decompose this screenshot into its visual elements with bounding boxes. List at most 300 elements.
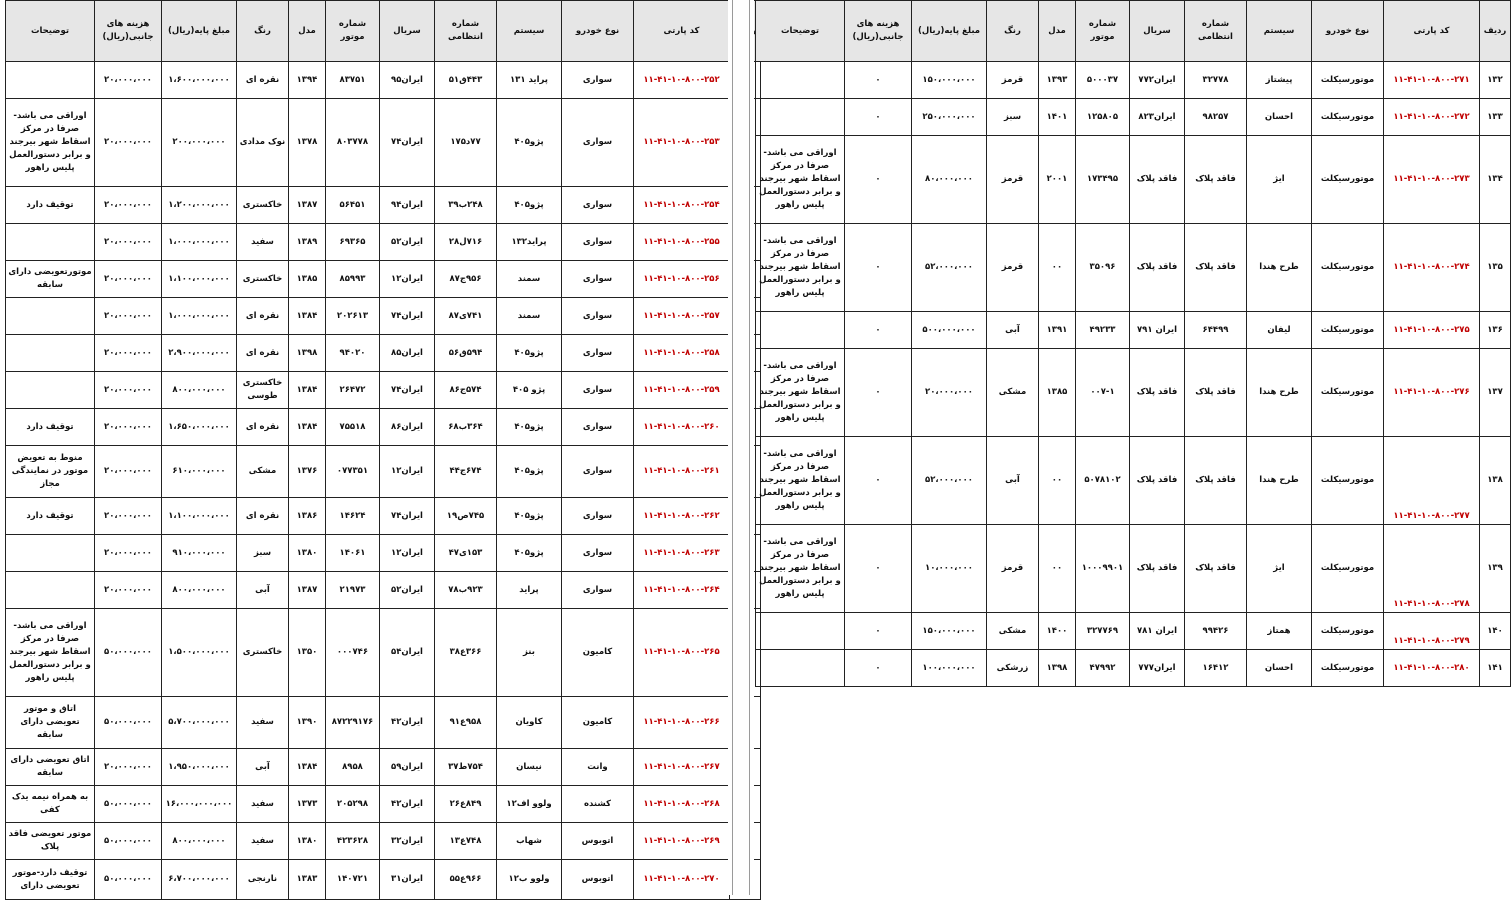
cell-model-year: ۱۳۸۹ [289,224,326,261]
cell-part-code: ۱۱-۴۱-۱۰-۸۰۰-۲۷۰ [634,860,730,900]
cell-part-code: ۱۱-۴۱-۱۰-۸۰۰-۲۵۲ [634,62,730,99]
cell-side-costs: ۵۰،۰۰۰،۰۰۰ [95,609,162,697]
cell-serial: ایران ۷۹۱ [1130,312,1185,349]
cell-notes [756,650,845,687]
cell-serial: ایران۷۴ [380,99,435,187]
table-row [756,312,1511,349]
cell-plate-number: ۱۶۴۱۲ [1185,650,1247,687]
cell-base-price: ۶،۷۰۰،۰۰۰،۰۰۰ [162,860,237,900]
cell-serial: ایران۷۴ [380,372,435,409]
cell-vehicle-type: موتورسیکلت [1312,525,1384,613]
table-row [756,613,1511,650]
table-row [6,62,761,99]
cell-plate-number: فاقد پلاک [1185,136,1247,224]
cell-plate-number: ۶۷۴ج۴۴ [435,446,497,498]
cell-model-year: ۱۳۸۴ [289,409,326,446]
cell-plate-number: ۹۶۶ع۵۵ [435,860,497,900]
cell-vehicle-type: موتورسیکلت [1312,136,1384,224]
cell-base-price: ۲،۹۰۰،۰۰۰،۰۰۰ [162,335,237,372]
cell-notes [756,312,845,349]
cell-part-code: ۱۱-۴۱-۱۰-۸۰۰-۲۵۳ [634,99,730,187]
cell-engine-number: ۲۶۴۷۲ [326,372,380,409]
table-row [6,335,761,372]
cell-engine-number: ۰۰۰۷۴۶ [326,609,380,697]
cell-notes: توقیف دارد [6,187,95,224]
cell-color: آبی [987,437,1039,525]
cell-plate-number: ۳۲۷۷۸ [1185,62,1247,99]
left-table-body [6,62,761,900]
cell-serial: ایران۹۵ [380,62,435,99]
cell-model-year: ۱۳۸۴ [289,298,326,335]
cell-plate-number: ۱۵۳ی۴۷ [435,535,497,572]
cell-vehicle-system: سمند [497,261,562,298]
cell-base-price: ۱،۱۰۰،۰۰۰،۰۰۰ [162,261,237,298]
table-row [756,525,1511,613]
cell-row-number: ۱۴۰ [1480,613,1511,650]
table-row [6,535,761,572]
cell-color: مشکی [237,446,289,498]
cell-notes: منوط به تعویض موتور در نمایندگی مجاز [6,446,95,498]
cell-side-costs: ۲۰،۰۰۰،۰۰۰ [95,335,162,372]
cell-model-year: ۱۳۹۰ [289,697,326,749]
cell-base-price: ۱،۰۰۰،۰۰۰،۰۰۰ [162,298,237,335]
cell-vehicle-system: پژو۴۰۵ [497,446,562,498]
cell-vehicle-system: شهاب [497,823,562,860]
cell-part-code: ۱۱-۴۱-۱۰-۸۰۰-۲۷۸ [1384,525,1480,613]
column-header-base-price: مبلغ پایه(ریال) [162,1,237,62]
cell-part-code: ۱۱-۴۱-۱۰-۸۰۰-۲۵۵ [634,224,730,261]
cell-vehicle-system: ایژ [1247,136,1312,224]
cell-side-costs: ۲۰،۰۰۰،۰۰۰ [95,298,162,335]
cell-engine-number: ۱۰۰۰۹۹۰۱ [1076,525,1130,613]
cell-vehicle-type: سواری [562,99,634,187]
cell-base-price: ۱،۶۰۰،۰۰۰،۰۰۰ [162,62,237,99]
cell-vehicle-type: سواری [562,535,634,572]
cell-vehicle-system: ولوو اف۱۲ [497,786,562,823]
table-row [6,697,761,749]
cell-vehicle-system: طرح هندا [1247,224,1312,312]
cell-engine-number: ۷۵۵۱۸ [326,409,380,446]
cell-plate-number: ۴۴۳ق۵۱ [435,62,497,99]
cell-base-price: ۹۱۰،۰۰۰،۰۰۰ [162,535,237,572]
table-row [756,224,1511,312]
cell-base-price: ۸۰،۰۰۰،۰۰۰ [912,136,987,224]
cell-model-year: ۱۳۹۳ [1039,62,1076,99]
table-row [6,749,761,786]
cell-plate-number: فاقد پلاک [1185,525,1247,613]
cell-base-price: ۵۲،۰۰۰،۰۰۰ [912,224,987,312]
cell-engine-number: ۲۱۹۷۳ [326,572,380,609]
cell-row-number: ۱۳۵ [1480,224,1511,312]
cell-notes: موتور تعویضی فاقد پلاک [6,823,95,860]
cell-engine-number: ۸۳۷۵۱ [326,62,380,99]
cell-model-year: ۱۳۹۴ [289,62,326,99]
cell-side-costs: ۰ [845,349,912,437]
column-header-model-year: مدل [1039,1,1076,62]
cell-side-costs: ۰ [845,224,912,312]
cell-vehicle-system: بنز [497,609,562,697]
cell-engine-number: ۵۰۰۰۳۷ [1076,62,1130,99]
cell-model-year: ۰۰ [1039,437,1076,525]
cell-side-costs: ۲۰،۰۰۰،۰۰۰ [95,224,162,261]
cell-engine-number: ۱۷۳۴۹۵ [1076,136,1130,224]
cell-serial: ایران۸۲۳ [1130,99,1185,136]
cell-notes [6,372,95,409]
cell-vehicle-system: ولوو ب۱۲ [497,860,562,900]
cell-color: سفید [237,786,289,823]
cell-plate-number: ۸۴۹ع۲۶ [435,786,497,823]
cell-model-year: ۱۳۸۶ [289,498,326,535]
cell-color: خاکستری [237,261,289,298]
cell-side-costs: ۲۰،۰۰۰،۰۰۰ [95,372,162,409]
cell-vehicle-type: سواری [562,335,634,372]
cell-notes: توقیف دارد [6,409,95,446]
column-header-vehicle-system: سیستم [497,1,562,62]
cell-engine-number: ۴۲۳۶۲۸ [326,823,380,860]
cell-color: نقره ای [237,409,289,446]
cell-vehicle-type: موتورسیکلت [1312,650,1384,687]
cell-model-year: ۱۳۹۸ [289,335,326,372]
column-header-side-costs: هزینه های جانبی(ریال) [95,1,162,62]
cell-side-costs: ۵۰،۰۰۰،۰۰۰ [95,786,162,823]
cell-serial: ایران ۷۸۱ [1130,613,1185,650]
cell-notes [756,99,845,136]
cell-vehicle-type: وانت [562,749,634,786]
column-header-notes: توضیحات [756,1,845,62]
cell-model-year: ۱۳۸۷ [289,572,326,609]
cell-part-code: ۱۱-۴۱-۱۰-۸۰۰-۲۵۴ [634,187,730,224]
cell-vehicle-type: موتورسیکلت [1312,349,1384,437]
cell-color: مشکی [987,349,1039,437]
cell-plate-number: ۲۴۸ب۳۹ [435,187,497,224]
column-header-part-code: کد پارتی [634,1,730,62]
cell-notes: اتاق تعویضی دارای سابقه [6,749,95,786]
cell-engine-number: ۱۴۶۲۴ [326,498,380,535]
cell-vehicle-system: احسان [1247,99,1312,136]
table-row [6,446,761,498]
cell-vehicle-type: اتوبوس [562,823,634,860]
cell-part-code: ۱۱-۴۱-۱۰-۸۰۰-۲۵۶ [634,261,730,298]
cell-notes: اوراقی می باشد- صرفا در مرکز اسقاط شهر بیرجند و برابر دستورالعمل پلیس راهور [6,609,95,697]
cell-color: سفید [237,823,289,860]
cell-vehicle-type: سواری [562,409,634,446]
column-header-part-code: کد پارتی [1384,1,1480,62]
cell-notes: اوراقی می باشد- صرفا در مرکز اسقاط شهر بیرجند و برابر دستورالعمل پلیس راهور [756,349,845,437]
cell-side-costs: ۲۰،۰۰۰،۰۰۰ [95,498,162,535]
table-row [6,372,761,409]
cell-serial: ایران۵۲ [380,572,435,609]
cell-row-number: ۱۴۱ [1480,650,1511,687]
cell-vehicle-system: پژو۴۰۵ [497,498,562,535]
cell-plate-number: ۹۲۳ب۷۸ [435,572,497,609]
cell-base-price: ۱۰۰،۰۰۰،۰۰۰ [912,650,987,687]
cell-vehicle-system: کاویان [497,697,562,749]
cell-notes: اوراقی می باشد- صرفا در مرکز اسقاط شهر بیرجند و برابر دستورالعمل پلیس راهور [756,525,845,613]
cell-engine-number: ۸۹۵۸ [326,749,380,786]
cell-plate-number: فاقد پلاک [1185,224,1247,312]
column-header-plate-number: شماره انتظامی [435,1,497,62]
table-row [756,136,1511,224]
cell-notes [6,572,95,609]
cell-serial: ایران۷۴ [380,498,435,535]
cell-model-year: ۱۳۸۰ [289,535,326,572]
cell-model-year: ۱۳۸۷ [289,187,326,224]
cell-side-costs: ۲۰،۰۰۰،۰۰۰ [95,62,162,99]
cell-engine-number: ۸۵۹۹۳ [326,261,380,298]
cell-plate-number: ۳۶۶ع۳۸ [435,609,497,697]
cell-part-code: ۱۱-۴۱-۱۰-۸۰۰-۲۷۳ [1384,136,1480,224]
cell-base-price: ۲۰،۰۰۰،۰۰۰ [912,349,987,437]
cell-side-costs: ۲۰،۰۰۰،۰۰۰ [95,409,162,446]
cell-part-code: ۱۱-۴۱-۱۰-۸۰۰-۲۵۹ [634,372,730,409]
cell-model-year: ۱۳۸۵ [1039,349,1076,437]
cell-color: سبز [987,99,1039,136]
cell-part-code: ۱۱-۴۱-۱۰-۸۰۰-۲۶۸ [634,786,730,823]
cell-engine-number: ۲۰۵۲۹۸ [326,786,380,823]
cell-model-year: ۱۴۰۱ [1039,99,1076,136]
column-header-base-price: مبلغ پایه(ریال) [912,1,987,62]
cell-color: نارنجی [237,860,289,900]
cell-base-price: ۲۵۰،۰۰۰،۰۰۰ [912,99,987,136]
table-row [6,609,761,697]
cell-color: نقره ای [237,62,289,99]
cell-part-code: ۱۱-۴۱-۱۰-۸۰۰-۲۷۲ [1384,99,1480,136]
cell-color: قرمز [987,62,1039,99]
cell-base-price: ۵۲،۰۰۰،۰۰۰ [912,437,987,525]
cell-base-price: ۱،۶۵۰،۰۰۰،۰۰۰ [162,409,237,446]
cell-part-code: ۱۱-۴۱-۱۰-۸۰۰-۲۶۳ [634,535,730,572]
cell-plate-number: فاقد پلاک [1185,349,1247,437]
cell-plate-number: ۳۶۴ب۶۸ [435,409,497,446]
cell-plate-number: ۷۵۴ط۳۷ [435,749,497,786]
cell-serial: ایران۵۲ [380,224,435,261]
cell-vehicle-system: سمند [497,298,562,335]
cell-base-price: ۱،۵۰۰،۰۰۰،۰۰۰ [162,609,237,697]
cell-row-number: ۱۳۸ [1480,437,1511,525]
cell-serial: ایران۷۴ [380,298,435,335]
cell-row-number: ۱۳۹ [1480,525,1511,613]
cell-vehicle-system: طرح هندا [1247,437,1312,525]
cell-side-costs: ۲۰،۰۰۰،۰۰۰ [95,187,162,224]
cell-part-code: ۱۱-۴۱-۱۰-۸۰۰-۲۷۹ [1384,613,1480,650]
cell-part-code: ۱۱-۴۱-۱۰-۸۰۰-۲۶۹ [634,823,730,860]
right-table-header [756,1,1511,62]
cell-base-price: ۱،۲۰۰،۰۰۰،۰۰۰ [162,187,237,224]
cell-model-year: ۱۳۸۴ [289,372,326,409]
cell-serial: ایران۳۱ [380,860,435,900]
table-row [6,409,761,446]
cell-model-year: ۱۳۸۰ [289,823,326,860]
cell-row-number: ۱۳۲ [1480,62,1511,99]
cell-vehicle-type: موتورسیکلت [1312,99,1384,136]
cell-side-costs: ۰ [845,613,912,650]
left-table-header [6,1,761,62]
column-header-vehicle-type: نوع خودرو [1312,1,1384,62]
cell-vehicle-type: موتورسیکلت [1312,613,1384,650]
cell-model-year: ۰۰ [1039,525,1076,613]
cell-side-costs: ۰ [845,525,912,613]
column-header-model-year: مدل [289,1,326,62]
cell-base-price: ۱۰،۰۰۰،۰۰۰ [912,525,987,613]
cell-color: نقره ای [237,298,289,335]
column-header-engine-number: شماره موتور [326,1,380,62]
cell-part-code: ۱۱-۴۱-۱۰-۸۰۰-۲۶۷ [634,749,730,786]
cell-notes [6,335,95,372]
cell-serial: فاقد پلاک [1130,525,1185,613]
table-row [6,298,761,335]
table-row [6,572,761,609]
cell-notes [6,535,95,572]
left-table [5,0,761,900]
cell-part-code: ۱۱-۴۱-۱۰-۸۰۰-۲۷۴ [1384,224,1480,312]
cell-notes: به همراه نیمه یدک کفی [6,786,95,823]
cell-color: زرشکی [987,650,1039,687]
cell-vehicle-type: سواری [562,572,634,609]
cell-engine-number: ۵۶۴۵۱ [326,187,380,224]
cell-row-number: ۱۳۷ [1480,349,1511,437]
cell-model-year: ۱۳۸۳ [289,860,326,900]
cell-serial: ایران۱۲ [380,261,435,298]
cell-vehicle-type: سواری [562,224,634,261]
cell-vehicle-system: پراید [497,572,562,609]
column-header-engine-number: شماره موتور [1076,1,1130,62]
cell-side-costs: ۲۰،۰۰۰،۰۰۰ [95,572,162,609]
cell-base-price: ۸۰۰،۰۰۰،۰۰۰ [162,823,237,860]
cell-model-year: ۱۳۷۳ [289,786,326,823]
table-row [6,823,761,860]
column-header-color: رنگ [987,1,1039,62]
cell-model-year: ۱۳۵۰ [289,609,326,697]
cell-base-price: ۶۱۰،۰۰۰،۰۰۰ [162,446,237,498]
cell-vehicle-system: پژو۴۰۵ [497,535,562,572]
cell-notes: اوراقی می باشد- صرفا در مرکز اسقاط شهر بیرجند و برابر دستورالعمل پلیس راهور [6,99,95,187]
right-table-body [756,62,1511,687]
cell-notes: موتورتعویضی دارای سابقه [6,261,95,298]
cell-vehicle-system: پژو ۴۰۵ [497,372,562,409]
page-divider [728,0,754,895]
cell-serial: فاقد پلاک [1130,349,1185,437]
cell-engine-number: ۱۴۰۷۲۱ [326,860,380,900]
table-row [6,498,761,535]
cell-base-price: ۱۵۰،۰۰۰،۰۰۰ [912,62,987,99]
cell-side-costs: ۰ [845,62,912,99]
cell-serial: ایران۷۷۲ [1130,62,1185,99]
cell-side-costs: ۲۰،۰۰۰،۰۰۰ [95,99,162,187]
cell-part-code: ۱۱-۴۱-۱۰-۸۰۰-۲۶۲ [634,498,730,535]
cell-engine-number: ۳۵۰۹۶ [1076,224,1130,312]
cell-plate-number: ۷۷د۱۷۵ [435,99,497,187]
cell-color: سبز [237,535,289,572]
table-row [756,437,1511,525]
cell-vehicle-system: پیشتاز [1247,62,1312,99]
cell-side-costs: ۰ [845,650,912,687]
cell-vehicle-system: نیسان [497,749,562,786]
cell-vehicle-type: موتورسیکلت [1312,62,1384,99]
cell-notes: توقیف دارد-موتور تعویضی دارای [6,860,95,900]
cell-side-costs: ۲۰،۰۰۰،۰۰۰ [95,446,162,498]
cell-base-price: ۵۰۰،۰۰۰،۰۰۰ [912,312,987,349]
cell-vehicle-type: سواری [562,498,634,535]
column-header-serial: سریال [1130,1,1185,62]
cell-notes: توقیف دارد [6,498,95,535]
cell-notes: اوراقی می باشد- صرفا در مرکز اسقاط شهر بیرجند و برابر دستورالعمل پلیس راهور [756,136,845,224]
cell-plate-number: ۷۴۱ی۸۷ [435,298,497,335]
cell-side-costs: ۲۰،۰۰۰،۰۰۰ [95,749,162,786]
cell-vehicle-type: سواری [562,298,634,335]
cell-engine-number: ۶۹۳۶۵ [326,224,380,261]
cell-base-price: ۱۶،۰۰۰،۰۰۰،۰۰۰ [162,786,237,823]
cell-notes [6,298,95,335]
cell-part-code: ۱۱-۴۱-۱۰-۸۰۰-۲۶۰ [634,409,730,446]
cell-plate-number: ۹۵۶ج۸۷ [435,261,497,298]
cell-vehicle-system: لیفان [1247,312,1312,349]
table-row [756,349,1511,437]
cell-part-code: ۱۱-۴۱-۱۰-۸۰۰-۲۶۴ [634,572,730,609]
cell-color: آبی [987,312,1039,349]
cell-side-costs: ۲۰،۰۰۰،۰۰۰ [95,535,162,572]
cell-vehicle-system: طرح هندا [1247,349,1312,437]
cell-color: نقره ای [237,498,289,535]
cell-vehicle-system: ایژ [1247,525,1312,613]
column-header-row-number: ردیف [1480,1,1511,62]
cell-row-number: ۱۳۳ [1480,99,1511,136]
cell-base-price: ۱،۰۰۰،۰۰۰،۰۰۰ [162,224,237,261]
cell-plate-number: ۶۴۴۹۹ [1185,312,1247,349]
cell-engine-number: ۱۲۵۸۰۵ [1076,99,1130,136]
cell-engine-number: ۴۷۹۹۲ [1076,650,1130,687]
cell-serial: فاقد پلاک [1130,437,1185,525]
cell-notes [756,613,845,650]
cell-notes [6,62,95,99]
cell-serial: ایران۵۴ [380,609,435,697]
cell-vehicle-system: پراید ۱۳۱ [497,62,562,99]
cell-plate-number: ۹۵۸ع۹۱ [435,697,497,749]
cell-serial: ایران۹۴ [380,187,435,224]
cell-serial: ایران۳۲ [380,823,435,860]
cell-vehicle-system: پژو۴۰۵ [497,99,562,187]
cell-serial: ایران۱۲ [380,446,435,498]
cell-part-code: ۱۱-۴۱-۱۰-۸۰۰-۲۷۶ [1384,349,1480,437]
cell-engine-number: ۱۴۰۶۱ [326,535,380,572]
table-row [6,261,761,298]
cell-color: آبی [237,572,289,609]
cell-base-price: ۲۰۰،۰۰۰،۰۰۰ [162,99,237,187]
cell-serial: ایران۷۷۷ [1130,650,1185,687]
cell-model-year: ۱۳۷۸ [289,99,326,187]
cell-engine-number: ۸۰۳۷۷۸ [326,99,380,187]
cell-color: نوک مدادی [237,99,289,187]
cell-model-year: ۱۳۷۶ [289,446,326,498]
cell-side-costs: ۵۰،۰۰۰،۰۰۰ [95,823,162,860]
cell-model-year: ۲۰۰۱ [1039,136,1076,224]
cell-notes: اوراقی می باشد- صرفا در مرکز اسقاط شهر بیرجند و برابر دستورالعمل پلیس راهور [756,224,845,312]
cell-plate-number: ۷۱۶ل۲۸ [435,224,497,261]
cell-base-price: ۸۰۰،۰۰۰،۰۰۰ [162,572,237,609]
cell-vehicle-type: موتورسیکلت [1312,312,1384,349]
cell-side-costs: ۰ [845,312,912,349]
cell-color: نقره ای [237,335,289,372]
table-row [6,99,761,187]
column-header-plate-number: شماره انتظامی [1185,1,1247,62]
cell-notes: اوراقی می باشد- صرفا در مرکز اسقاط شهر بیرجند و برابر دستورالعمل پلیس راهور [756,437,845,525]
cell-part-code: ۱۱-۴۱-۱۰-۸۰۰-۲۶۵ [634,609,730,697]
cell-vehicle-system: پراید۱۳۲ [497,224,562,261]
cell-side-costs: ۰ [845,136,912,224]
cell-vehicle-type: سواری [562,62,634,99]
cell-vehicle-type: سواری [562,261,634,298]
table-row [756,99,1511,136]
cell-serial: ایران۸۶ [380,409,435,446]
